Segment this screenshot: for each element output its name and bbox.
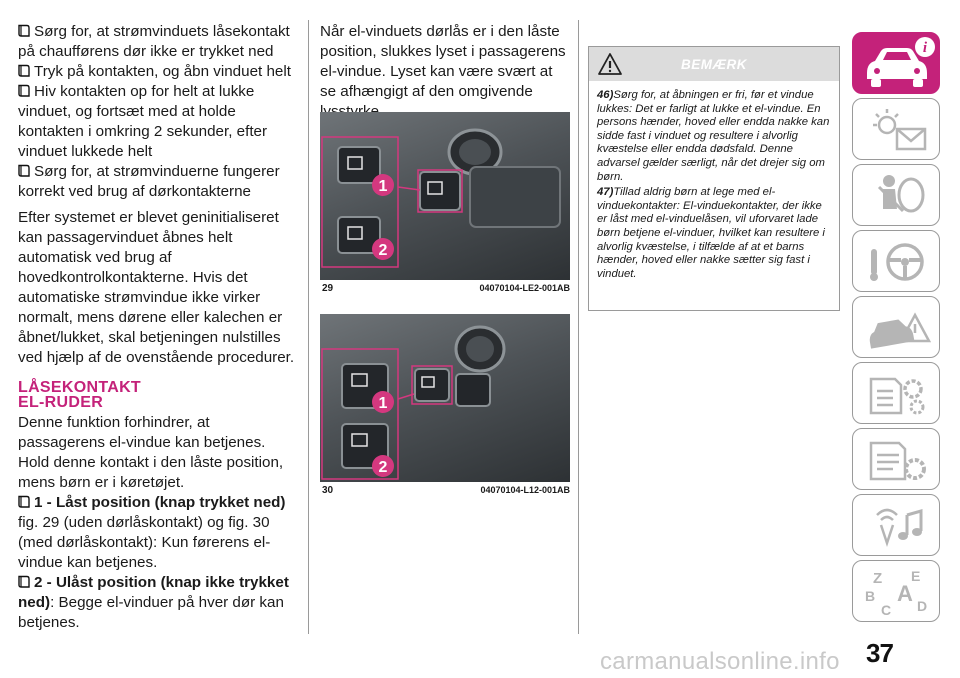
bullet-text: Sørg for, at strømvinduets låsekontakt på chaufførens dør ikke er trykket ned — [18, 23, 290, 60]
svg-text:E: E — [911, 568, 921, 584]
reinit-paragraph: Efter systemet er blevet geninitialiseret kan passagervinduet åbnes helt automatisk ved brug af hovedkontrolkontakterne. Hvis det automatiske strømvindue ikke virker normalt, mens dørene eller kalechen er åbnet/lukket, skal betjeningen nulstilles ved hjælp af de ovenstående procedurer. — [18, 209, 295, 366]
tab-multimedia[interactable] — [852, 494, 940, 556]
svg-text:C: C — [881, 602, 892, 618]
bullet-text: Tryk på kontakten, og åbn vinduet helt — [34, 63, 291, 80]
index-icon — [853, 561, 941, 623]
item-1-text: fig. 29 (uden dørlåskontakt) og fig. 30 (med dørlåskontakt): Kun førerens el-vindue kan betjenes. — [18, 514, 271, 571]
bullet-2 — [18, 62, 300, 82]
section-heading — [18, 380, 300, 410]
item-2-text: : Begge el-vinduer på hver dør kan betjenes. — [18, 594, 284, 631]
figure-label-1: 1 — [378, 178, 388, 195]
tab-emergency[interactable] — [852, 296, 940, 358]
figure-caption — [320, 485, 570, 496]
note-body — [589, 81, 839, 281]
heading-line-1: LÅSEKONTAKT — [18, 379, 141, 396]
bullet-3 — [18, 82, 300, 162]
tab-car-info[interactable] — [852, 32, 940, 94]
book-icon — [18, 575, 31, 588]
figure-29 — [320, 112, 570, 294]
lock-intro: Denne funktion forhindrer, at passagerens el-vindue kan betjenes. Hold denne kontakt i den låste position, mens børn er i køretøjet. — [18, 414, 284, 491]
text-column-1 — [18, 22, 300, 633]
tab-starting-driving[interactable] — [852, 230, 940, 292]
book-icon — [18, 164, 31, 177]
column-divider-2 — [578, 20, 579, 634]
book-icon — [18, 495, 31, 508]
car-warning-icon — [853, 297, 941, 359]
bullet-4 — [18, 162, 300, 202]
column-divider-1 — [308, 20, 309, 634]
book-icon — [18, 24, 31, 37]
book-icon — [18, 64, 31, 77]
figure-number: 30 — [322, 485, 334, 496]
item-1-bold: 1 - Låst position (knap trykket ned) — [34, 494, 286, 511]
tab-dashboard-lights[interactable] — [852, 98, 940, 160]
tab-technical-data[interactable] — [852, 428, 940, 490]
technical-data-icon — [853, 429, 941, 491]
tab-safety[interactable] — [852, 164, 940, 226]
figure-code: 04070104-L12-001AB — [480, 485, 570, 495]
figure-caption — [320, 283, 570, 294]
tab-maintenance[interactable] — [852, 362, 940, 424]
dashboard-lights-icon — [853, 99, 941, 161]
item-unlocked-position — [18, 573, 300, 633]
heading-line-2: EL-RUDER — [18, 394, 104, 411]
note-title: BEMÆRK — [681, 57, 747, 72]
svg-text:D: D — [917, 598, 928, 614]
figure-label-2: 2 — [378, 242, 388, 259]
note-text: Tillad aldrig børn at lege med el-vinduekontakter: El-vinduekontakter, der ikke er låst med el-vinduelåsen, vil uforvaret lade børn betjene el-vinduer, hvilket kan resultere i alvorlig kvæstelse, i tilfælde af at et barns hænder, hoved eller nakke sætter sig fast i vinduet. — [597, 186, 825, 280]
item-2-bold: 2 - Ulåst position (knap ikke trykket ned) — [18, 574, 289, 611]
note-item-47 — [597, 186, 831, 281]
bullet-text: Hiv kontakten op for helt at lukke vinduet, og fortsæt med at holde kontakten i omkring 2 sekunder, efter vinduet lukkede helt — [18, 83, 268, 160]
bullet-1 — [18, 22, 300, 62]
multimedia-icon — [853, 495, 941, 557]
svg-text:Z: Z — [873, 570, 883, 587]
safety-airbag-icon — [853, 165, 941, 227]
page-number: 37 — [866, 638, 893, 668]
note-number: 46) — [597, 89, 614, 101]
note-box — [588, 46, 840, 311]
lock-light-paragraph: Når el-vinduets dørlås er i den låste position, slukkes lyset i passagerens el-vindue. Lyset kan være svært at se afhængigt af den omgivende — [320, 23, 566, 100]
item-locked-position — [18, 493, 300, 573]
note-item-46 — [597, 89, 831, 184]
car-info-icon — [853, 33, 941, 95]
figure-code: 04070104-LE2-001AB — [479, 283, 570, 293]
note-text: Sørg for, at åbningen er fri, før et vindue lukkes: Det er farligt at lukke et el-vindue. En persons hænder, hoved eller endda nakke kan sidde fast i vinduet og resultere i alvorlig kvæstelse eller endda dødsfald. Denne advarsel gælder særligt, når det drejer sig om børn. — [597, 89, 830, 183]
svg-text:i: i — [922, 40, 928, 56]
steering-wheel-icon — [853, 231, 941, 293]
svg-text:B: B — [865, 588, 876, 604]
note-header — [589, 47, 839, 81]
watermark: carmanualsonline.info — [600, 648, 840, 675]
tab-index[interactable] — [852, 560, 940, 622]
bullet-text: Sørg for, at strømvinduerne fungerer korrekt ved brug af dørkontakterne — [18, 163, 280, 200]
text-column-2 — [320, 22, 570, 122]
book-icon — [18, 84, 31, 97]
note-number: 47) — [597, 186, 614, 199]
chapter-sidebar — [852, 32, 940, 626]
window-switch-photo — [320, 314, 570, 482]
figure-30 — [320, 314, 570, 496]
window-switch-photo — [320, 112, 570, 280]
figure-label-1: 1 — [378, 395, 388, 412]
figure-number: 29 — [322, 283, 334, 294]
figure-label-2: 2 — [378, 459, 388, 476]
svg-text:A: A — [897, 581, 913, 606]
maintenance-icon — [853, 363, 941, 425]
